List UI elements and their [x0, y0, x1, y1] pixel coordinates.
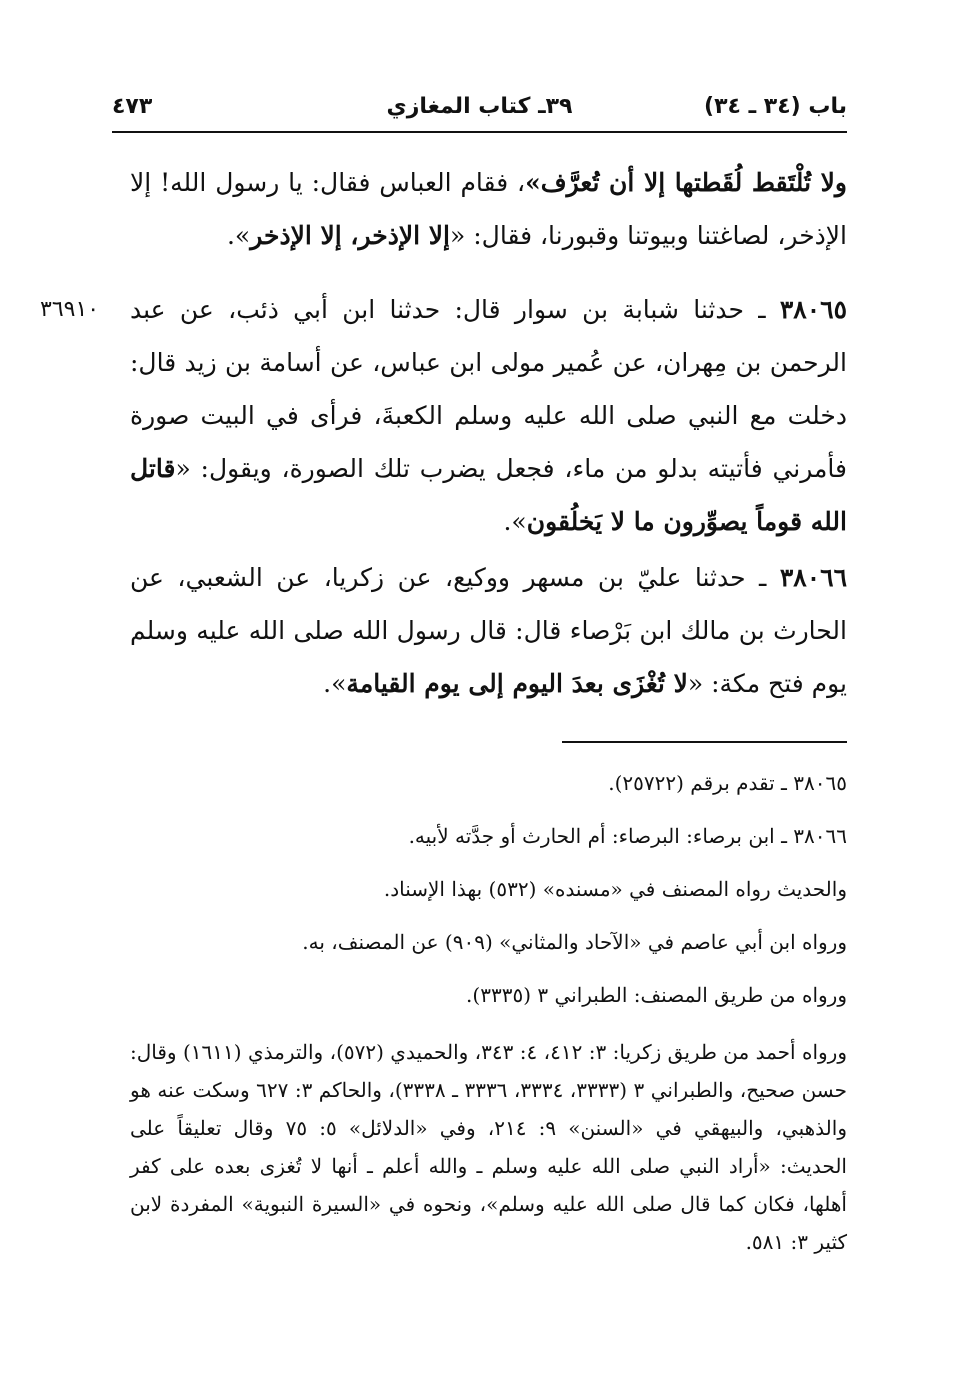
footnote: ٣٨٠٦٦ ـ ابن برصاء: البرصاء: أم الحارث أو جدَّته لأبيه. — [408, 824, 847, 848]
hadith-paragraph — [130, 551, 847, 710]
bold-phrase: إلا الإذخر، إلا الإذخر — [250, 221, 450, 250]
plain-text: ». — [503, 507, 527, 536]
footnote: ورواه ابن أبي عاصم في «الآحاد والمثاني» (٩٠٩) عن المصنف، به. — [302, 930, 847, 954]
chapter-label: باب (٣٤ ـ ٣٤) — [704, 94, 847, 119]
page-number: ٤٧٣ — [112, 94, 153, 119]
running-header — [112, 88, 847, 128]
footnotes — [130, 757, 847, 1022]
bold-phrase: ولا تُلْتَقط لُقَطتها إلا أن تُعرَّف» — [525, 168, 847, 197]
bold-phrase: قاتل الله قوماً يصوِّرون ما لا يَخلُقون — [130, 454, 847, 536]
book-title: ٣٩ـ كتاب المغازي — [386, 94, 573, 119]
plain-text: ». — [226, 221, 251, 250]
footnote-separator — [562, 741, 847, 743]
hadith-paragraph — [130, 283, 847, 548]
paragraph-continuation — [130, 156, 847, 262]
hadith-number: ٣٨٠٦٥ — [779, 295, 847, 324]
plain-text: ». — [323, 669, 347, 698]
margin-reference-number: ٣٦٩١٠ — [40, 297, 100, 322]
footnote: ورواه من طريق المصنف: الطبراني ٣ (٣٣٣٥). — [466, 983, 847, 1007]
footnote: ٣٨٠٦٥ ـ تقدم برقم (٢٥٧٢٢). — [608, 771, 847, 795]
bold-phrase: لا تُغْزَى بعدَ اليوم إلى يوم القيامة — [346, 669, 688, 698]
header-rule — [112, 131, 847, 133]
plain-text: ـ حدثنا شبابة بن سوار قال: حدثنا ابن أبي ذئب، عن عبد الرحمن بن مِهران، عن عُمير مولى ابن عباس، عن أسامة بن زيد قال: دخلت مع النبي صلى الله عليه وسلم الكعبةَ، فرأى في البيت صورة فأمرني فأتيته بدلو من ماء، فجعل يضرب تلك الصورة، ويقول: « — [130, 295, 848, 483]
footnote: والحديث رواه المصنف في «مسنده» (٥٣٢) بهذا الإسناد. — [383, 877, 847, 901]
plain-text: ، فقام العباس فقال: يا رسول الله! إلا الإذخر، لصاغتنا وبيوتنا وقبورنا، فقال: « — [130, 168, 847, 250]
hadith-number: ٣٨٠٦٦ — [779, 563, 847, 592]
plain-text: ـ حدثنا عليّ بن مسهر ووكيع، عن زكريا، عن الشعبي، عن الحارث بن مالك ابن بَرْصاء قال: قال رسول الله صلى الله عليه وسلم يوم فتح مكة: « — [130, 563, 847, 698]
footnote-long: ورواه أحمد من طريق زكريا: ٣: ٤١٢، ٤: ٣٤٣، والحميدي (٥٧٢)، والترمذي (١٦١١) وقال: حسن صحيح، والطبراني ٣ (٣٣٣٣، ٣٣٣٤، ٣٣٣٦ ـ ٣٣٣٨)، والحاكم ٣: ٦٢٧ وسكت عنه هو والذهبي، والبيهقي في «السنن» ٩: ٢١٤، وفي «الدلائل» ٥: ٧٥ وقال تعليقاً على الحديث: «أراد النبي صلى الله عليه وسلم ـ والله أعلم ـ أنها لا تُغزى بعده على كفر أهلها، فكان كما قال صلى الله عليه وسلم»، ونحوه في «السيرة النبوية» المفردة لابن كثير ٣: ٥٨١. — [130, 1040, 847, 1254]
